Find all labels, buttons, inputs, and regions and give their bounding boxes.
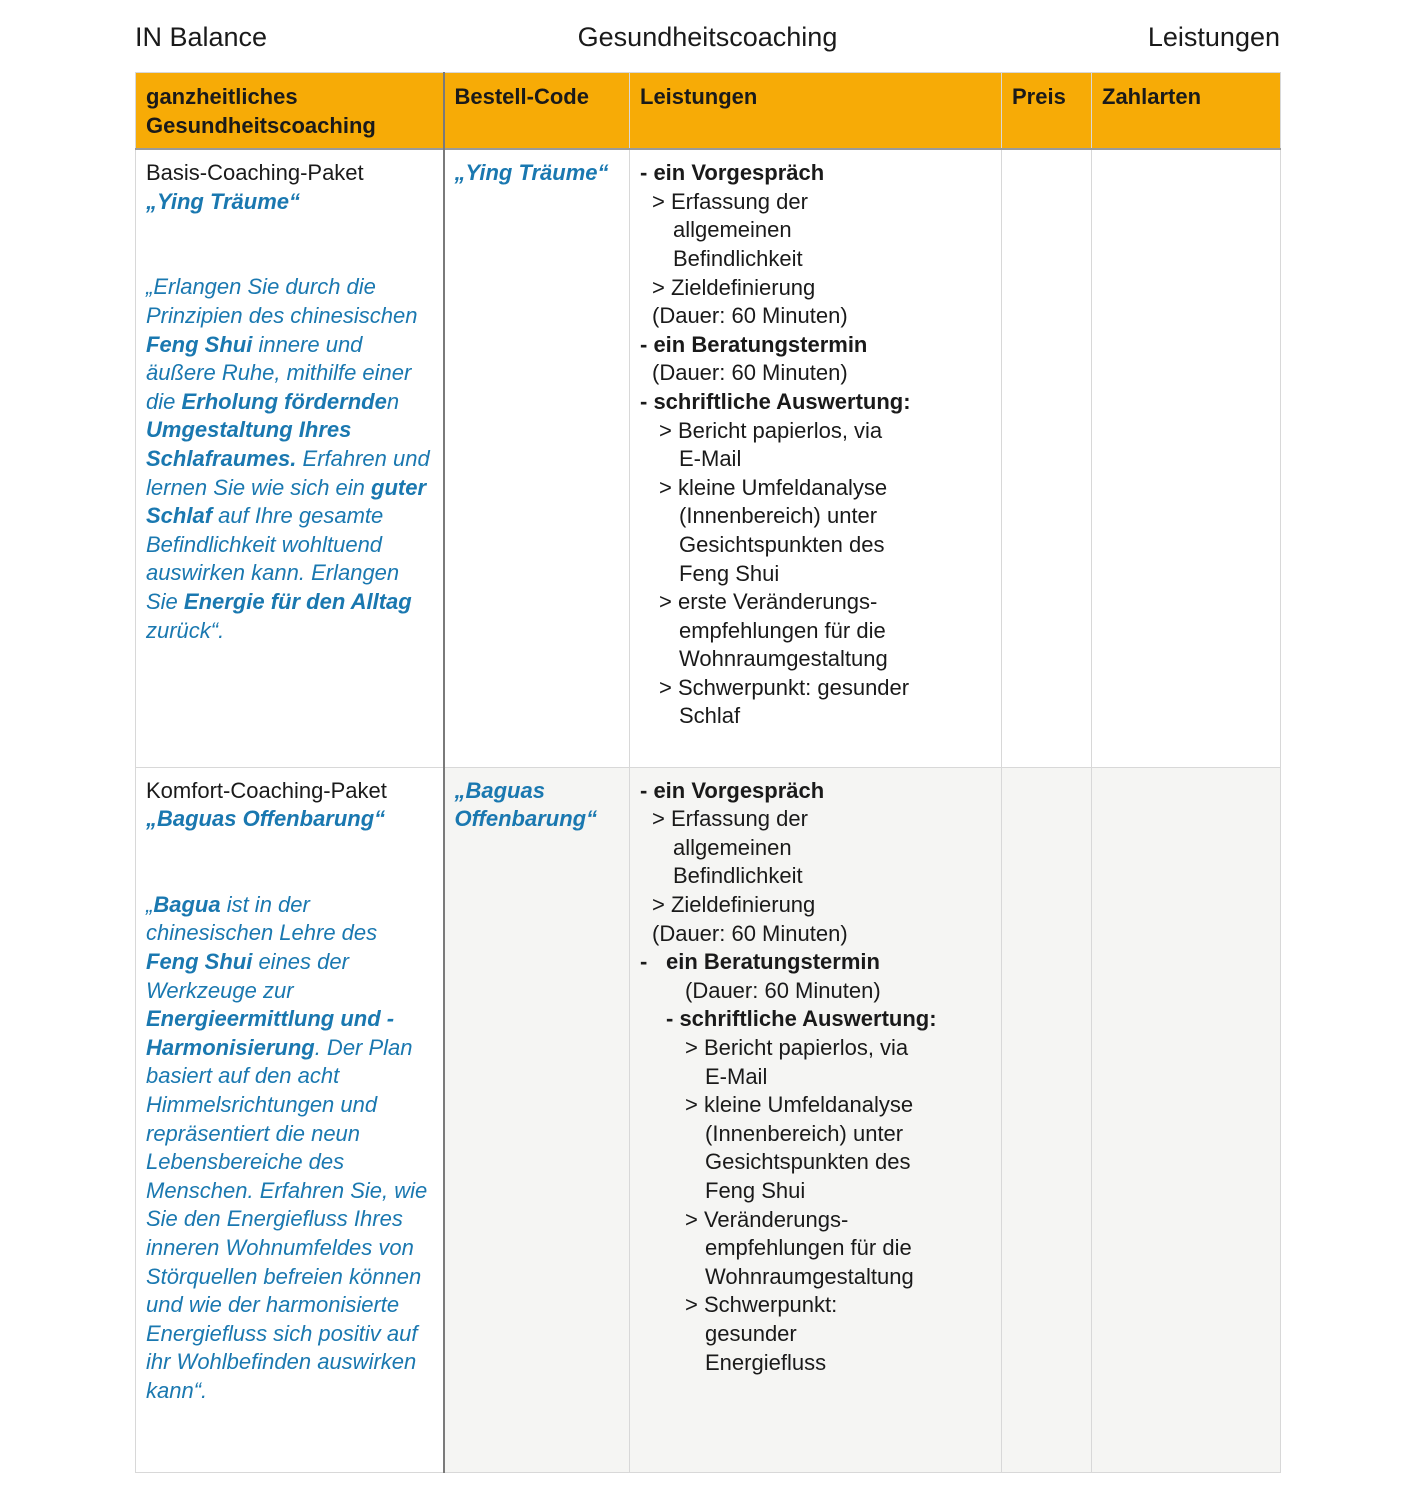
service-detail: > Erfassung der <box>652 188 808 214</box>
service-detail: > Bericht papierlos, via <box>659 417 883 443</box>
description-run: n <box>386 388 400 414</box>
description-run: „ <box>146 891 154 917</box>
description-run: zurück“. <box>146 617 225 643</box>
header-brand: IN Balance <box>135 22 268 52</box>
service-detail: Wohnraumgestaltung <box>705 1263 914 1289</box>
price-cell <box>1002 767 1092 1472</box>
services-cell <box>630 149 1002 767</box>
package-description <box>146 891 433 1406</box>
service-detail: (Dauer: 60 Minuten) <box>652 303 848 329</box>
service-detail: (Dauer: 60 Minuten) <box>652 920 848 946</box>
service-detail: empfehlungen für die <box>705 1235 912 1261</box>
package-cell <box>136 149 444 767</box>
service-detail: > kleine Umfeldanalyse <box>685 1092 914 1118</box>
table-row <box>136 767 1281 1472</box>
service-detail: > erste Veränderungs- <box>659 589 878 615</box>
order-code: „Ying Träume“ <box>454 160 609 186</box>
service-detail: > Zieldefinierung <box>652 892 816 918</box>
service-detail: > Schwerpunkt: <box>685 1292 838 1318</box>
description-run: Erholung fördernde <box>181 388 387 414</box>
price-cell <box>1002 149 1092 767</box>
service-detail: > kleine Umfeldanalyse <box>659 474 888 500</box>
description-run: Feng Shui <box>146 331 253 357</box>
service-detail: Befindlichkeit <box>673 245 803 271</box>
service-detail: > Zieldefinierung <box>652 274 816 300</box>
package-label: Komfort-Coaching-Paket <box>146 777 387 803</box>
service-dash: - <box>640 949 648 975</box>
column-header-payment: Zahlarten <box>1092 73 1281 150</box>
order-code-cell <box>444 149 630 767</box>
order-code-cell <box>444 767 630 1472</box>
description-run: innere und äußere Ruhe, mithilfe einer die <box>146 331 412 414</box>
service-detail: Wohnraumgestaltung <box>679 646 888 672</box>
service-detail: Gesichtspunkten des <box>705 1149 911 1175</box>
description-run: eines der Werkzeuge zur <box>146 949 349 1003</box>
page-header <box>135 22 1280 58</box>
description-run: guter Schlaf <box>146 474 427 529</box>
service-item: - ein Vorgespräch <box>640 160 825 186</box>
service-item-label: ein Beratungstermin <box>666 949 880 975</box>
service-detail: (Dauer: 60 Minuten) <box>685 977 881 1003</box>
header-title: Gesundheitscoaching <box>577 22 838 52</box>
column-header-price: Preis <box>1002 73 1092 150</box>
service-detail: gesunder <box>705 1320 797 1346</box>
package-name: „Baguas Offenbarung“ <box>146 806 386 832</box>
description-run: Umgestaltung Ihres Schlafraumes. <box>146 417 352 471</box>
service-detail: Schlaf <box>679 703 741 729</box>
description-run: Bagua <box>153 891 221 917</box>
table-header-row <box>136 73 1281 150</box>
service-item: - schriftliche Auswertung: <box>666 1006 937 1032</box>
description-run: „Erlangen Sie durch die Prinzipien des chinesischen <box>146 274 418 328</box>
service-detail: (Innenbereich) unter <box>705 1120 904 1146</box>
column-header-services: Leistungen <box>630 73 1002 150</box>
column-header-order-code: Bestell-Code <box>444 73 630 150</box>
description-run: auf Ihre gesamte Befindlichkeit wohltuend auswirken kann. Erlangen Sie <box>146 503 400 614</box>
service-item: - schriftliche Auswertung: <box>640 388 911 414</box>
column-header-package: ganzheitliches Gesundheitscoaching <box>136 73 444 150</box>
service-detail: > Bericht papierlos, via <box>685 1035 909 1061</box>
description-run: Energie für den Alltag <box>183 588 412 614</box>
payment-cell <box>1092 149 1281 767</box>
service-detail: (Innenbereich) unter <box>679 503 878 529</box>
service-item: - ein Beratungstermin <box>640 331 868 357</box>
service-detail: > Veränderungs- <box>685 1206 849 1232</box>
service-detail: > Schwerpunkt: gesunder <box>659 674 910 700</box>
package-label: Basis-Coaching-Paket <box>146 160 364 186</box>
package-name: „Ying Träume“ <box>146 188 301 214</box>
service-detail: Feng Shui <box>705 1178 806 1203</box>
header-section: Leistungen <box>1147 22 1280 52</box>
service-detail: Feng Shui <box>679 560 780 586</box>
service-item <box>640 948 991 977</box>
service-item: - ein Vorgespräch <box>640 777 825 803</box>
service-detail: allgemeinen <box>673 217 792 243</box>
service-detail: Befindlichkeit <box>673 863 803 889</box>
order-code: „Baguas Offenbarung“ <box>454 777 598 832</box>
package-description <box>146 273 433 645</box>
service-detail: E-Mail <box>705 1063 768 1089</box>
service-detail: Energiefluss <box>705 1349 827 1375</box>
payment-cell <box>1092 767 1281 1472</box>
service-detail: > Erfassung der <box>652 806 808 832</box>
services-cell <box>630 767 1002 1472</box>
description-run: Feng Shui <box>146 949 253 975</box>
description-run: ist in der chinesischen Lehre des <box>146 891 378 946</box>
service-detail: empfehlungen für die <box>679 617 886 643</box>
service-detail: E-Mail <box>679 446 742 472</box>
package-cell <box>136 767 444 1472</box>
description-run: Erfahren und lernen Sie wie sich ein <box>146 445 430 500</box>
service-detail: allgemeinen <box>673 834 792 860</box>
service-detail: (Dauer: 60 Minuten) <box>652 360 848 386</box>
service-detail: Gesichtspunkten des <box>679 531 885 557</box>
table-row <box>136 149 1281 767</box>
description-run: . Der Plan basiert auf den acht Himmelsrichtungen und repräsentiert die neun Lebensbereiche des Menschen. Erfahren Sie, wie Sie den Energiefluss Ihres inneren Wohnumfeldes von Störquellen befreien können und wie der harmonisierte Energiefluss sich positiv auf ihr Wohlbefinden auswirken kann“. <box>146 1034 428 1403</box>
description-run: Energieermittlung und -Harmonisierung <box>146 1006 395 1060</box>
services-table <box>135 72 1281 1473</box>
